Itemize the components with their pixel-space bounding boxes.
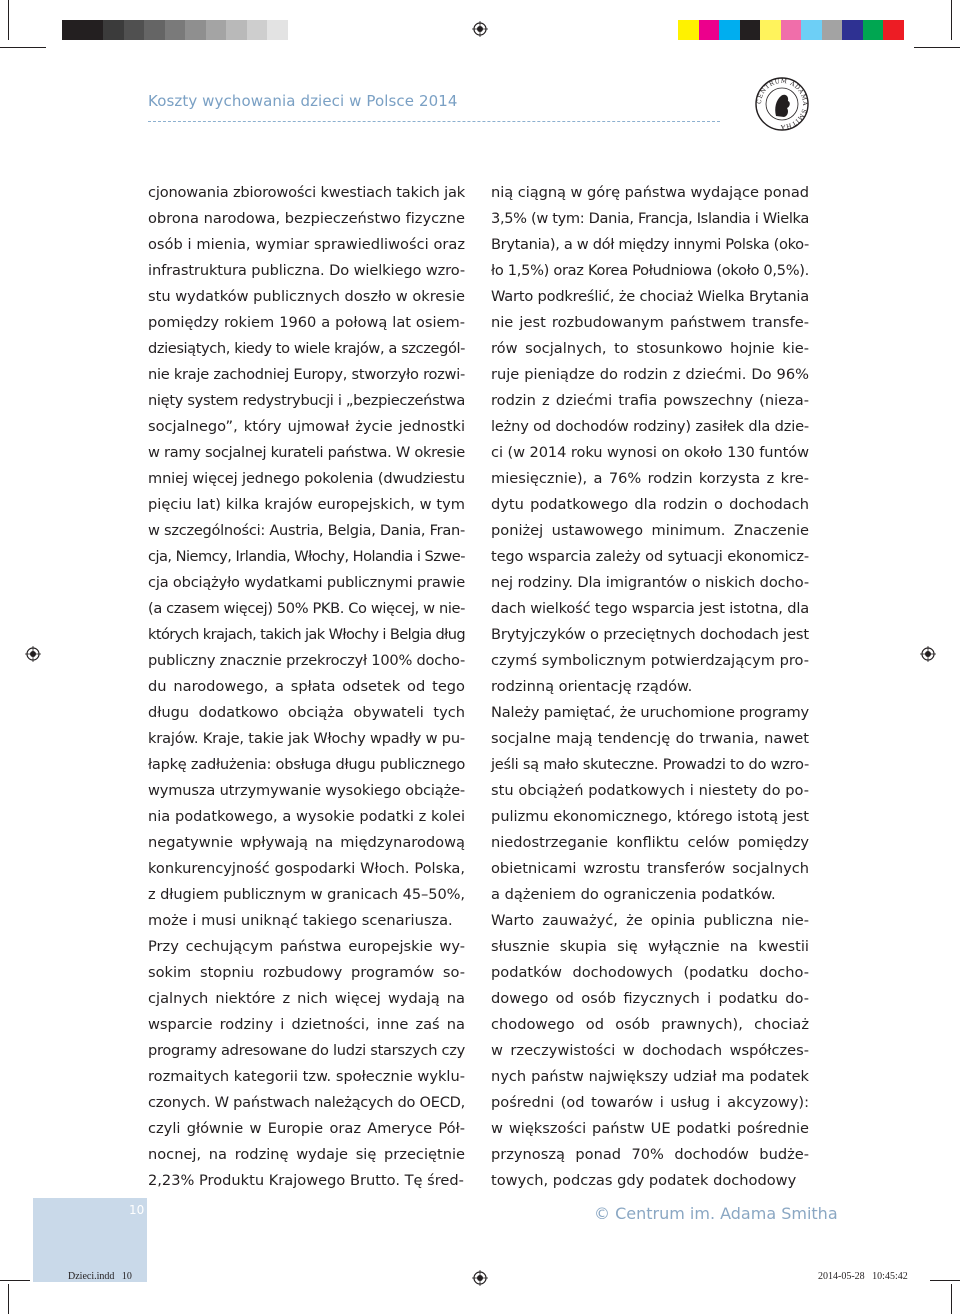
color-swatch: [740, 20, 761, 40]
text-line: niedostrzeganie konfliktu celów pomiędzy: [491, 834, 809, 851]
text-line: nie jest rozbudowanym państwem transfe-: [491, 314, 809, 331]
crop-mark: [0, 47, 46, 48]
text-line: słusznie skupia się wyłącznie na kwestii: [491, 938, 809, 955]
registration-mark-icon: [472, 1270, 488, 1286]
text-line: wymusza utrzymywanie wysokiego obciąże-: [148, 782, 465, 799]
crop-mark: [8, 1284, 9, 1314]
running-header-title: Koszty wychowania dzieci w Polsce 2014: [148, 92, 458, 110]
color-swatch: [781, 20, 802, 40]
text-line: Brytyjczyków o przeciętnych dochodach jest: [491, 626, 809, 643]
text-line: 3,5% (w tym: Dania, Francja, Islandia i Wielka: [491, 210, 809, 227]
text-line: dach wielkość tego wsparcia jest istotna, dla: [491, 600, 809, 617]
text-line: cja, Niemcy, Irlandia, Włochy, Holandia i Szwe-: [148, 548, 465, 565]
text-line: nej rodziny. Dla imigrantów o niskich docho-: [491, 574, 809, 591]
color-swatch: [83, 20, 104, 40]
text-line: socjalnego”, który ujmował życie jednostki: [148, 418, 465, 435]
body-text-left-column: [148, 180, 465, 1194]
text-line: nią ciągną w górę państwa wydające ponad: [491, 184, 809, 201]
text-line: stu wydatków publicznych doszło w okresie: [148, 288, 465, 305]
text-line: a dążeniem do ograniczenia podatków.: [491, 886, 776, 903]
text-line: rodzinną orientację rządów.: [491, 678, 693, 695]
color-swatch: [103, 20, 124, 40]
seal-text: CENTRUM ADAMA SMITHA: [755, 77, 809, 131]
color-swatch: [863, 20, 884, 40]
color-swatch: [883, 20, 904, 40]
text-line: pulizmu ekonomicznego, którego istotą jest: [491, 808, 809, 825]
color-swatch: [144, 20, 165, 40]
text-line: pięciu lat) kilka krajów europejskich, w tym: [148, 496, 465, 513]
text-line: 2,23% Produktu Krajowego Brutto. Tę śred-: [148, 1172, 464, 1189]
text-line: łapkę zadłużenia: obsługa długu publicznego: [148, 756, 465, 773]
page-number: 10: [129, 1203, 145, 1217]
text-line: w szczególności: Austria, Belgia, Dania, Fran-: [148, 522, 465, 539]
text-line: miesięcznie), a 76% rodzin korzysta z kre-: [491, 470, 809, 487]
text-line: du narodowego, a spłata odsetek od tego: [148, 678, 465, 695]
color-swatch: [678, 20, 699, 40]
text-line: towych, podczas gdy podatek dochodowy: [491, 1172, 797, 1189]
text-line: może i musi uniknąć takiego scenariusza.: [148, 912, 453, 929]
body-text-right-column: [491, 180, 809, 1194]
text-line: stu obciążeń podatkowych i niestety do po-: [491, 782, 809, 799]
text-line: przynoszą ponad 70% dochodów budże-: [491, 1146, 809, 1163]
text-line: chodowego od osób prawnych), chociaż: [491, 1016, 809, 1033]
text-line: Warto zauważyć, że opinia publiczna nie-: [491, 912, 809, 929]
text-line: rozmaitych kategorii tzw. społecznie wyklu-: [148, 1068, 465, 1085]
text-line: których krajach, takich jak Włochy i Belgia dług: [148, 626, 465, 643]
text-line: nięty system redystrybucji i „bezpieczeństwa: [148, 392, 465, 409]
text-line: Przy cechującym państwa europejskie wy-: [148, 938, 465, 955]
text-line: infrastruktura publiczna. Do wielkiego wzro-: [148, 262, 465, 279]
crop-mark: [914, 47, 960, 48]
text-line: Warto podkreślić, że chociaż Wielka Brytania: [491, 288, 809, 305]
color-swatch: [226, 20, 247, 40]
text-line: ruje pieniądze do rodzin z dziećmi. Do 96%: [491, 366, 809, 383]
text-line: długu dodatkowo obciąża obywateli tych: [148, 704, 465, 721]
text-line: cjalnych niektóre z nich więcej wydają na: [148, 990, 465, 1007]
text-line: dowego od osób fizycznych i podatku do-: [491, 990, 809, 1007]
text-line: podatków dochodowych (podatku docho-: [491, 964, 809, 981]
color-swatch: [62, 20, 83, 40]
adam-smith-seal-icon: [754, 76, 810, 132]
text-line: nocnej, na rodzinę wydaje się przeciętnie: [148, 1146, 465, 1163]
color-swatch: [699, 20, 720, 40]
text-line: Brytania), a w dół między innymi Polska (oko-: [491, 236, 809, 253]
text-line: czymś symbolicznym potwierdzającym pro-: [491, 652, 809, 669]
text-line: dytu podatkowego dla rodzin o dochodach: [491, 496, 809, 513]
text-line: pomiędzy rokiem 1960 a połową lat osiem-: [148, 314, 465, 331]
text-line: krajów. Kraje, takie jak Włochy wpadły w pu-: [148, 730, 465, 747]
text-line: w rzeczywistości w dochodach współczes-: [491, 1042, 809, 1059]
grey-calibration-bar: [62, 20, 288, 40]
crop-mark: [930, 1280, 960, 1281]
color-swatch: [206, 20, 227, 40]
text-line: (a czasem więcej) 50% PKB. Co więcej, w nie-: [148, 600, 465, 617]
color-swatch: [247, 20, 268, 40]
color-swatch: [267, 20, 288, 40]
text-line: mniej więcej jednego pokolenia (dwudziestu: [148, 470, 465, 487]
text-line: rodzin z dziećmi trafia powszechny (nieza-: [491, 392, 809, 409]
text-line: pośredni (od towarów i usług i akcyzowy):: [491, 1094, 809, 1111]
color-swatch: [124, 20, 145, 40]
text-line: nie kraje zachodniej Europy, stworzyło rozwi-: [148, 366, 465, 383]
text-line: w większości państw UE podatki pośrednie: [491, 1120, 809, 1137]
text-line: konkurencyjność gospodarki Włoch. Polska,: [148, 860, 465, 877]
text-line: publiczny znacznie przekroczył 100% docho-: [148, 652, 465, 669]
text-line: jeśli są mało skuteczne. Prowadzi to do wzro-: [491, 756, 809, 773]
header-divider: [148, 121, 720, 122]
crop-mark: [8, 0, 9, 40]
text-line: poniżej ustawowego minimum. Znaczenie: [491, 522, 809, 539]
text-line: leżny od dochodów rodziny) zasiłek dla dzie-: [491, 418, 809, 435]
color-swatch: [165, 20, 186, 40]
text-line: cja obciążyło wydatkami publicznymi prawie: [148, 574, 465, 591]
color-swatch: [185, 20, 206, 40]
text-line: Należy pamiętać, że uruchomione programy: [491, 704, 809, 721]
text-line: z długiem publicznym w granicach 45–50%,: [148, 886, 465, 903]
slug-timestamp: 2014-05-28 10:45:42: [818, 1271, 908, 1282]
text-line: tego wsparcia zależy od sytuacji ekonomicz-: [491, 548, 809, 565]
text-line: dziesiątych, kiedy to wiele krajów, a szczegól-: [148, 340, 465, 357]
text-line: socjalne mają tendencję do trwania, nawet: [491, 730, 809, 747]
color-calibration-bar: [678, 20, 904, 40]
text-line: w ramy socjalnej kurateli państwa. W okresie: [148, 444, 465, 461]
color-swatch: [822, 20, 843, 40]
text-line: sokim stopniu rozbudowy programów so-: [148, 964, 465, 981]
text-line: ło 1,5%) oraz Korea Południowa (około 0,5%).: [491, 262, 809, 279]
color-swatch: [801, 20, 822, 40]
slug-file-name: Dzieci.indd 10: [68, 1271, 132, 1282]
text-line: czyli głównie w Europie oraz Ameryce Pół-: [148, 1120, 465, 1137]
text-line: obietnicami wzrostu transferów socjalnych: [491, 860, 809, 877]
registration-mark-icon: [472, 21, 488, 37]
text-line: rów socjalnych, to stosunkowo hojnie kie-: [491, 340, 809, 357]
registration-mark-icon: [920, 646, 936, 662]
text-line: ci (w 2014 roku wynosi on około 130 funtów: [491, 444, 809, 461]
text-line: obrona narodowa, bezpieczeństwo fizyczne: [148, 210, 465, 227]
crop-mark: [951, 1284, 952, 1314]
text-line: nia podatkowego, a wysokie podatki z kolei: [148, 808, 465, 825]
crop-mark: [951, 0, 952, 40]
crop-mark: [0, 1280, 30, 1281]
text-line: osób i mienia, wymiar sprawiedliwości oraz: [148, 236, 465, 253]
color-swatch: [719, 20, 740, 40]
text-line: wsparcie rodziny i dzietności, inne zaś na: [148, 1016, 465, 1033]
text-line: cjonowania zbiorowości kwestiach takich jak: [148, 184, 465, 201]
text-line: negatywnie wpływają na międzynarodową: [148, 834, 465, 851]
copyright-notice: © Centrum im. Adama Smitha: [594, 1204, 838, 1223]
color-swatch: [760, 20, 781, 40]
text-line: nych państw największy udział ma podatek: [491, 1068, 809, 1085]
text-line: czonych. W państwach należących do OECD,: [148, 1094, 465, 1111]
color-swatch: [842, 20, 863, 40]
registration-mark-icon: [25, 646, 41, 662]
text-line: programy adresowane do ludzi starszych czy: [148, 1042, 465, 1059]
